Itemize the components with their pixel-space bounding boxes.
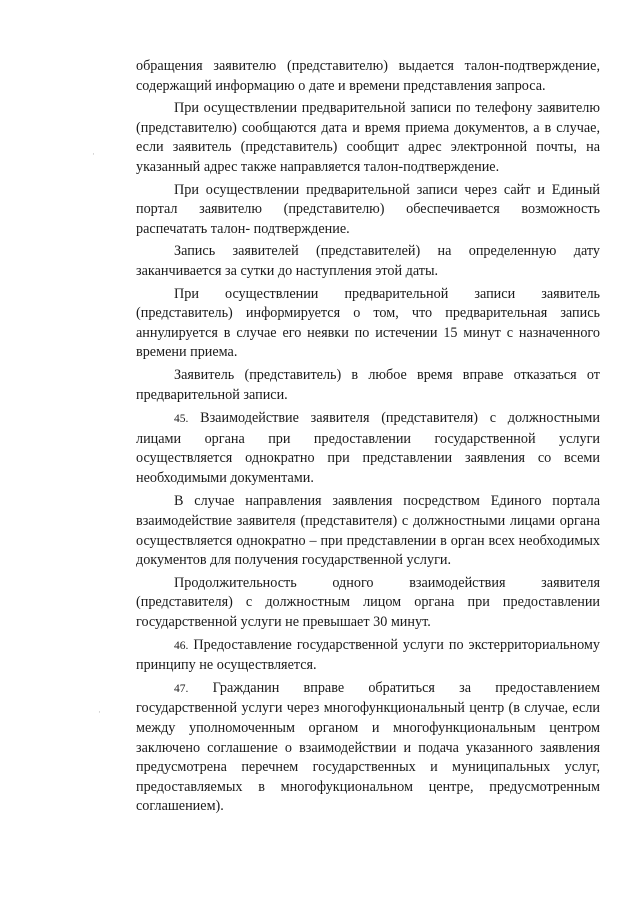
paragraph-number: 46. (174, 639, 189, 652)
paragraph-number: 47. (174, 682, 189, 695)
paragraph-phone-booking: При осуществлении предварительной записи по телефону заявителю (представителю) сообщаются дата и время приема документов, а в случае, если заявитель (представитель) сообщит адрес электронной почты, на указанный адрес также направляется талон-подтверждение. (136, 100, 600, 175)
paragraph-portal-interaction: В случае направления заявления посредством Единого портала взаимодействие заявителя (представителя) с должностными лицами органа осуществляется однократно – при представлении в орган всех необходимых документов для получения государственной услуги. (136, 493, 600, 569)
paragraph-booking-deadline: Запись заявителей (представителей) на определенную дату заканчивается за сутки до наступления этой даты. (136, 243, 600, 279)
paragraph-number: 45. (174, 413, 189, 426)
scan-margin-mark: · (92, 150, 95, 160)
paragraph-confirmation-slip: обращения заявителю (представителю) выдается талон-подтверждение, содержащий информацию о дате и времени представления запроса. (136, 58, 600, 94)
paragraph-portal-booking: При осуществлении предварительной записи через сайт и Единый портал заявителю (представителю) обеспечивается возможность распечатать талон- подтверждение. (136, 181, 600, 237)
paragraph-booking-cancellation: При осуществлении предварительной записи заявитель (представитель) информируется о том, что предварительная запись аннулируется в случае его неявки по истечении 15 минут с назначенного времени приема. (136, 285, 600, 361)
paragraph-booking-refusal: Заявитель (представитель) в любое время вправе отказаться от предварительной записи. (136, 366, 600, 403)
paragraph-46-extraterritorial: 46. Предоставление государственной услуги по экстерриториальному принципу не осуществляется. (136, 636, 601, 674)
paragraph-interaction-duration: Продолжительность одного взаимодействия заявителя (представителя) с должностным лицом органа при предоставлении государственной услуги не превышает 30 минут. (136, 574, 600, 631)
paragraph-45-interaction: 45. Взаимодействие заявителя (представителя) с должностными лицами органа при предоставлении государственной услуги осуществляется однократно при представлении заявления со всеми необходимыми документами. (136, 410, 601, 486)
paragraph-47-mfc: 47. Гражданин вправе обратиться за предоставлением государственной услуги через многофункциональный центр (в случае, если между уполномоченным органом и многофункциональным центром заключено соглашение о взаимодействии и подача указанного заявления предусмотрена перечнем государственных и муниципальных услуг, предоставляемых в многофукциональном центре, предусмотренным соглашением). (136, 679, 600, 815)
scan-margin-mark: · (98, 708, 101, 718)
